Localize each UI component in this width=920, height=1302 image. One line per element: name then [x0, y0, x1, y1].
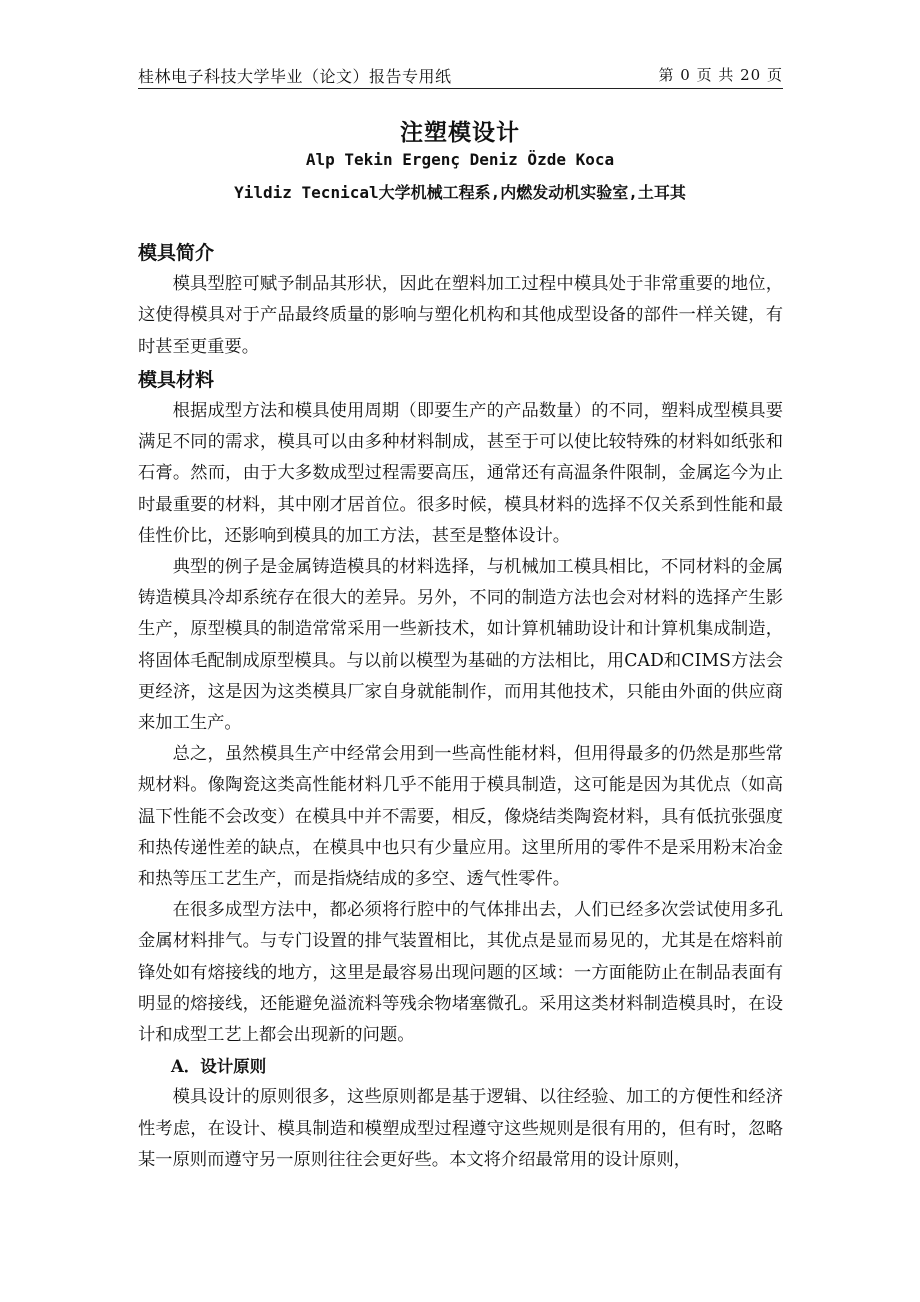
body-text — [138, 236, 783, 1176]
subsection-heading: A．设计原则 — [171, 1057, 267, 1077]
paper-title: 注塑模设计 — [400, 120, 520, 146]
affiliation: Yildiz Tecnical大学机械工程系,内燃发动机实验室,土耳其 — [234, 183, 686, 202]
header-title: 桂林电子科技大学毕业（论文）报告专用纸 — [138, 67, 452, 86]
paragraph: 在很多成型方法中，都必须将行腔中的气体排出去，人们已经多次尝试使用多孔金属材料排气。与专门设置的排气装置相比，其优点是显而易见的，尤其是在熔料前锋处如有熔接线的地方，这里是最容易出现问题的区域：一方面能防止在制品表面有明显的熔接线，还能避免溢流料等残余物堵塞微孔。采用这类材料制造模具时，在设计和成型工艺上都会出现新的问题。 — [138, 900, 783, 1046]
section-heading: 模具简介 — [138, 242, 215, 264]
paragraph: 模具型腔可赋予制品其形状，因此在塑料加工过程中模具处于非常重要的地位，这使得模具对于产品最终质量的影响与塑化机构和其他成型设备的部件一样关键，有时甚至更重要。 — [138, 274, 783, 357]
page-number: 第 0 页 共 20 页 — [658, 66, 783, 84]
paragraph: 根据成型方法和模具使用周期（即要生产的产品数量）的不同，塑料成型模具要满足不同的需求，模具可以由多种材料制成，甚至于可以使比较特殊的材料如纸张和石膏。然而，由于大多数成型过程需要高压，通常还有高温条件限制，金属迄今为止时最重要的材料，其中刚才居首位。很多时候，模具材料的选择不仅关系到性能和最佳性价比，还影响到模具的加工方法，甚至是整体设计。 — [138, 401, 783, 546]
page-header — [138, 60, 783, 89]
paragraph: 模具设计的原则很多，这些原则都是基于逻辑、以往经验、加工的方便性和经济性考虑，在设计、模具制造和模塑成型过程遵守这些规则是很有用的，但有时，忽略某一原则而遵守另一原则往往会更好些。本文将介绍最常用的设计原则， — [138, 1087, 783, 1170]
authors: Alp Tekin Ergenç Deniz Özde Koca — [305, 150, 615, 169]
paragraph: 总之，虽然模具生产中经常会用到一些高性能材料，但用得最多的仍然是那些常规材料。像陶瓷这类高性能材料几乎不能用于模具制造，这可能是因为其优点（如高温下性能不会改变）在模具中并不需要，相反，像烧结类陶瓷材料，具有低抗张强度和热传递性差的缺点，在模具中也只有少量应用。这里所用的零件不是采用粉末冶金和热等压工艺生产，而是指烧结成的多空、透气性零件。 — [138, 744, 783, 890]
section-heading: 模具材料 — [138, 368, 215, 391]
paragraph: 典型的例子是金属铸造模具的材料选择，与机械加工模具相比，不同材料的金属铸造模具冷却系统存在很大的差异。另外，不同的制造方法也会对材料的选择产生影生产，原型模具的制造常常采用一些新技术，如计算机辅助设计和计算机集成制造，将固体毛配制成原型模具。与以前以模型为基础的方法相比，用CAD和CIMS方法会更经济，这是因为这类模具厂家自身就能制作，而用其他技术，只能由外面的供应商来加工生产。 — [138, 557, 783, 734]
